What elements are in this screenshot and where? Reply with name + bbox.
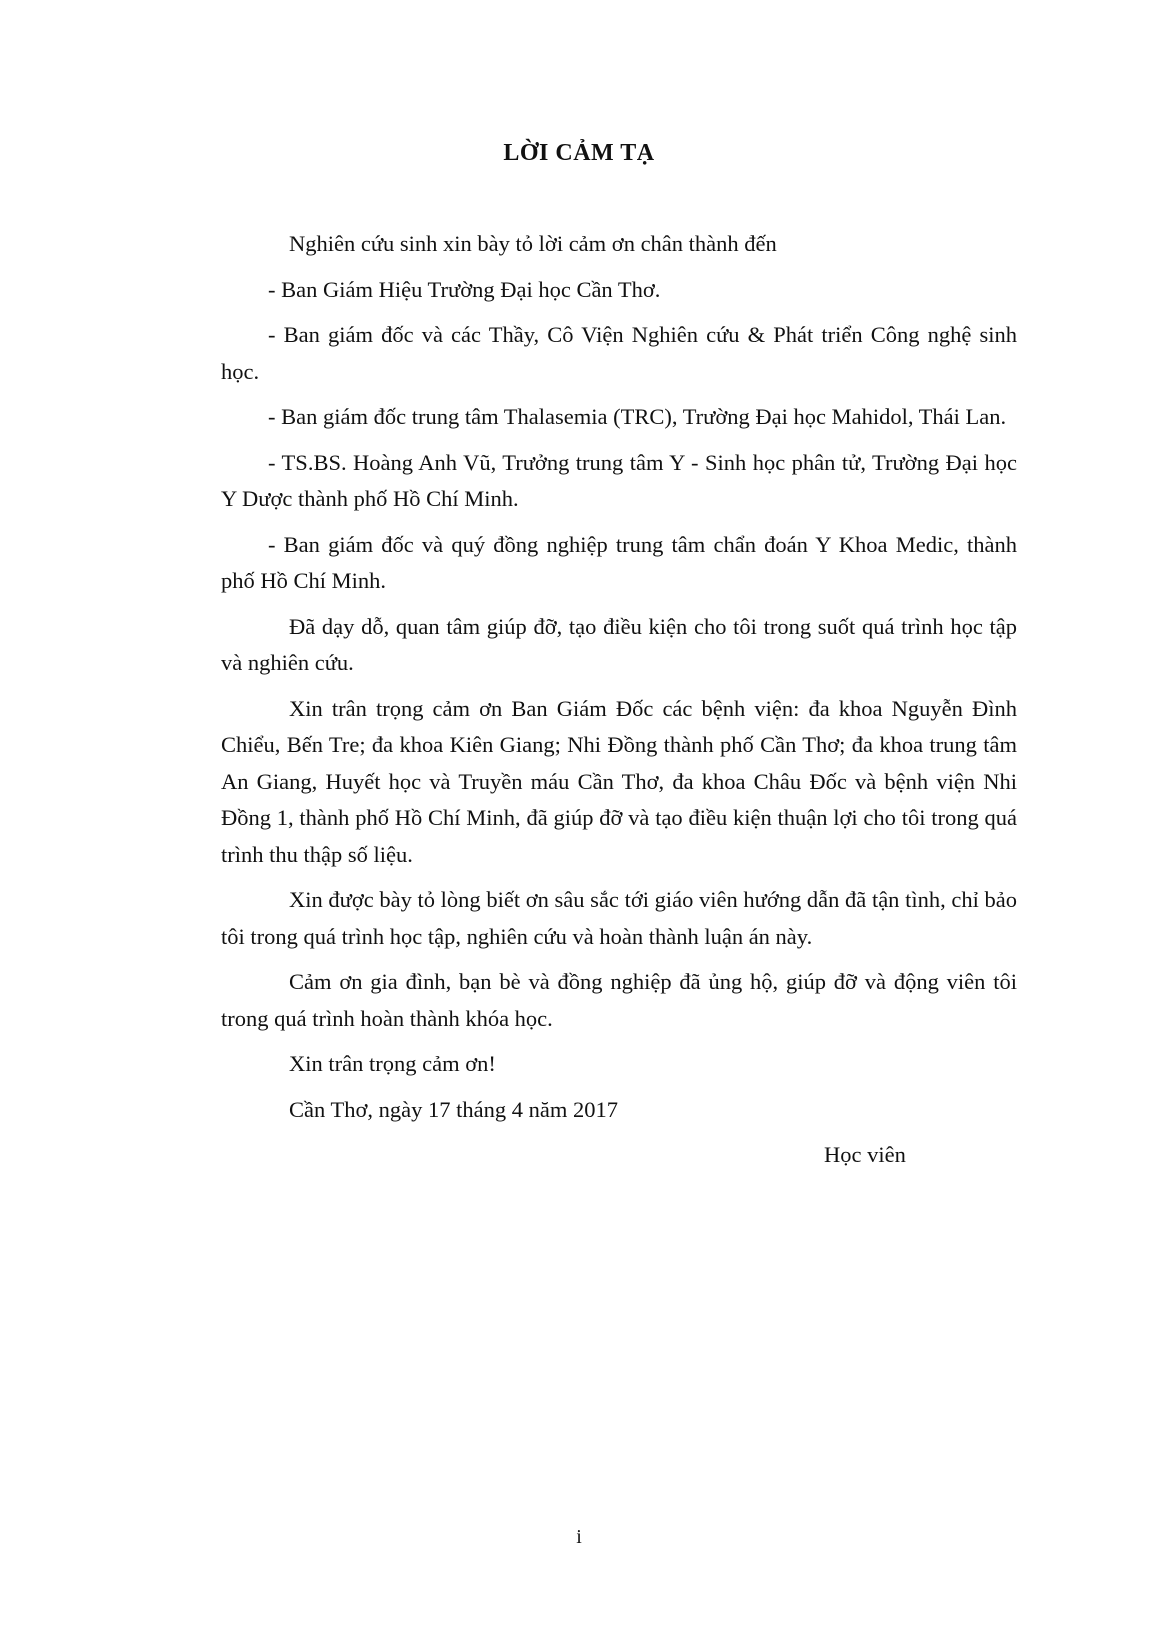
- thanks-item: - Ban Giám Hiệu Trường Đại học Cần Thơ.: [268, 276, 661, 302]
- page-number: i: [576, 1526, 582, 1548]
- page-title: LỜI CẢM TẠ: [503, 140, 655, 166]
- thanks-item: - Ban giám đốc trung tâm Thalasemia (TRC), Trường Đại học Mahidol, Thái Lan.: [268, 404, 1007, 429]
- intro-line: Nghiên cứu sinh xin bày tỏ lời cảm ơn chân thành đến: [289, 231, 777, 256]
- thanks-item: - TS.BS. Hoàng Anh Vũ, Trưởng trung tâm Y - Sinh học phân tử, Trường Đại học Y Dược thành phố Hồ Chí Minh.: [221, 449, 1017, 511]
- paragraph: Xin được bày tỏ lòng biết ơn sâu sắc tới giáo viên hướng dẫn đã tận tình, chỉ bảo tôi trong quá trình học tập, nghiên cứu và hoàn thành luận án này.: [221, 887, 1017, 949]
- acknowledgement-body: [221, 226, 1017, 1174]
- closing-line: Xin trân trọng cảm ơn!: [289, 1051, 496, 1076]
- paragraph: Đã dạy dỗ, quan tâm giúp đỡ, tạo điều kiện cho tôi trong suốt quá trình học tập và nghiên cứu.: [221, 613, 1017, 675]
- thanks-item: - Ban giám đốc và các Thầy, Cô Viện Nghiên cứu & Phát triển Công nghệ sinh học.: [221, 322, 1017, 384]
- paragraph: Cảm ơn gia đình, bạn bè và đồng nghiệp đã ủng hộ, giúp đỡ và động viên tôi trong quá trình hoàn thành khóa học.: [221, 969, 1017, 1031]
- paragraph: Xin trân trọng cảm ơn Ban Giám Đốc các bệnh viện: đa khoa Nguyễn Đình Chiểu, Bến Tre; đa khoa Kiên Giang; Nhi Đồng thành phố Cần Thơ; đa khoa trung tâm An Giang, Huyết học và Truyền máu Cần Thơ, đa khoa Châu Đốc và bệnh viện Nhi Đồng 1, thành phố Hồ Chí Minh, đã giúp đỡ và tạo điều kiện thuận lợi cho tôi trong quá trình thu thập số liệu.: [221, 695, 1017, 867]
- place-date-line: Cần Thơ, ngày 17 tháng 4 năm 2017: [289, 1096, 618, 1122]
- signer-label: Học viên: [824, 1142, 906, 1167]
- thanks-item: - Ban giám đốc và quý đồng nghiệp trung tâm chẩn đoán Y Khoa Medic, thành phố Hồ Chí Minh.: [221, 531, 1017, 593]
